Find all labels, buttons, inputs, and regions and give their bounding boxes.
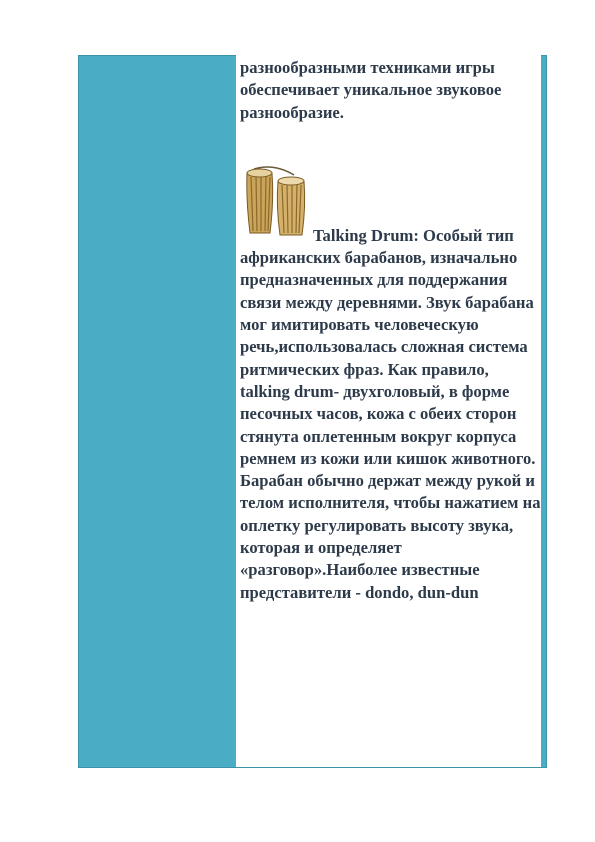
drum-illustration-wrap xyxy=(240,161,541,237)
spacer xyxy=(240,124,541,161)
talking-drum-paragraph: Talking Drum: Особый тип африканских барабанов, изначально предназначенных для поддержания связи между деревнями. Звук барабана мог имитировать человеческую речь,использовалась сложная система ритмических фраз. Как правило, talking drum- двухголовый, в форме песочных часов, кожа с обеих сторон стянута оплетенным вокруг корпуса ремнем из кожи или кишок животного. Барабан обычно держат между рукой и телом исполнителя, чтобы нажатием на оплетку регулировать высоту звука, которая и определяет «разговор».Наиболее известные представители - dondo, dun-dun xyxy=(240,225,541,602)
text-column xyxy=(236,55,541,767)
intro-paragraph: разнообразными техниками игры обеспечивает уникальное звуковое разнообразие. xyxy=(240,58,502,122)
talking-drum-illustration xyxy=(244,161,312,237)
